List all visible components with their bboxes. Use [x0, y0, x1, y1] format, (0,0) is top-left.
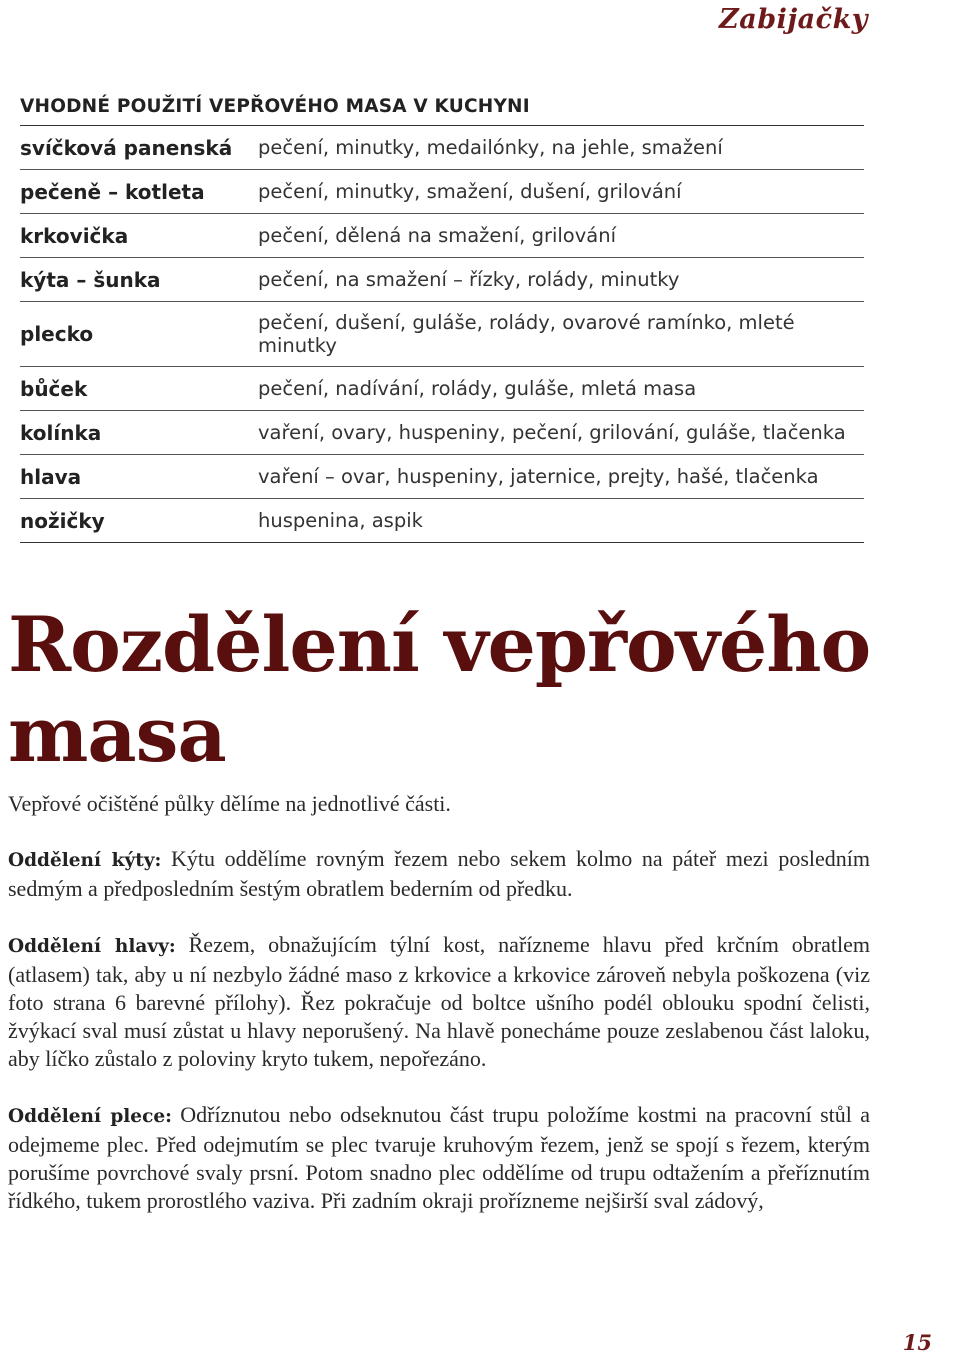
- cut-uses: pečení, dušení, guláše, rolády, ovarové ramínko, mleté minutky: [258, 302, 864, 367]
- cut-name: kýta – šunka: [20, 258, 258, 302]
- table-row: [20, 170, 864, 214]
- paragraph-lead: Oddělení kýty:: [8, 850, 162, 872]
- cut-uses: pečení, minutky, smažení, dušení, grilování: [258, 170, 864, 214]
- table-row: [20, 367, 864, 411]
- usage-table: [20, 126, 864, 543]
- table-row: [20, 455, 864, 499]
- paragraph-text: Odříznutou nebo odseknutou část trupu položíme kostmi na pracovní stůl a odejmeme plec. Před odejmutím se plec tvaruje kruhovým řezem, jenž se spojí s řezem, kterým porušíme povrchové svaly prsní. Potom snadno plec oddělíme od trupu odtažením a přeříznutím řídkého, tukem prorostlého vaziva. Při zadním okraji prořízneme nejširší sval zádový,: [8, 1101, 870, 1214]
- cut-name: hlava: [20, 455, 258, 499]
- cut-uses: pečení, na smažení – řízky, rolády, minutky: [258, 258, 864, 302]
- cut-uses: pečení, dělená na smažení, grilování: [258, 214, 864, 258]
- cut-name: kolínka: [20, 411, 258, 455]
- table-row: [20, 126, 864, 170]
- table-row: [20, 499, 864, 543]
- table-row: [20, 258, 864, 302]
- cut-uses: huspenina, aspik: [258, 499, 864, 543]
- section-title: [8, 600, 908, 780]
- paragraph-lead: Oddělení hlavy:: [8, 935, 176, 957]
- body-text: [8, 790, 870, 1242]
- table-heading: VHODNÉ POUŽITÍ VEPŘOVÉHO MASA V KUCHYNI: [20, 96, 864, 126]
- usage-table-section: [20, 96, 864, 543]
- section-title-line-1: Rozdělení vepřového: [8, 600, 871, 689]
- cut-name: krkovička: [20, 214, 258, 258]
- table-row: [20, 302, 864, 367]
- paragraph-head-separation: [8, 931, 870, 1074]
- section-title-line-2: masa: [8, 690, 226, 779]
- running-header: Zabijačky: [719, 4, 868, 35]
- paragraph-leg-separation: [8, 845, 870, 903]
- paragraph-shoulder-separation: [8, 1101, 870, 1216]
- cut-name: svíčková panenská: [20, 126, 258, 170]
- cut-uses: vaření, ovary, huspeniny, pečení, grilování, guláše, tlačenka: [258, 411, 864, 455]
- paragraph-text: Kýtu oddělíme rovným řezem nebo sekem kolmo na páteř mezi posledním sedmým a předposledním šestým obratlem bederním od předku.: [8, 846, 870, 902]
- table-row: [20, 214, 864, 258]
- cut-name: nožičky: [20, 499, 258, 543]
- page-number: 15: [902, 1330, 932, 1355]
- table-row: [20, 411, 864, 455]
- cut-name: pečeně – kotleta: [20, 170, 258, 214]
- cut-uses: pečení, minutky, medailónky, na jehle, smažení: [258, 126, 864, 170]
- cut-name: bůček: [20, 367, 258, 411]
- paragraph-text: Řezem, obnažujícím týlní kost, nařízneme hlavu před krčním obratlem (atlasem) tak, aby u ní nezbylo žádné maso z krkovice a krkovice zároveň nebyla poškozena (viz foto strana 6 barevné přílohy). Řez pokračuje od boltce ušního podél oblouku spodní čelisti, žvýkací sval musí zůstat u hlavy neporušený. Na hlavě ponecháme pouze zeslabenou část laloku, aby líčko zůstalo z poloviny kryto tukem, nepořezáno.: [8, 931, 870, 1072]
- cut-uses: pečení, nadívání, rolády, guláše, mletá masa: [258, 367, 864, 411]
- cut-uses: vaření – ovar, huspeniny, jaternice, prejty, hašé, tlačenka: [258, 455, 864, 499]
- intro-paragraph: Vepřové očištěné půlky dělíme na jednotlivé části.: [8, 791, 451, 816]
- cut-name: plecko: [20, 302, 258, 367]
- paragraph-lead: Oddělení plece:: [8, 1105, 172, 1127]
